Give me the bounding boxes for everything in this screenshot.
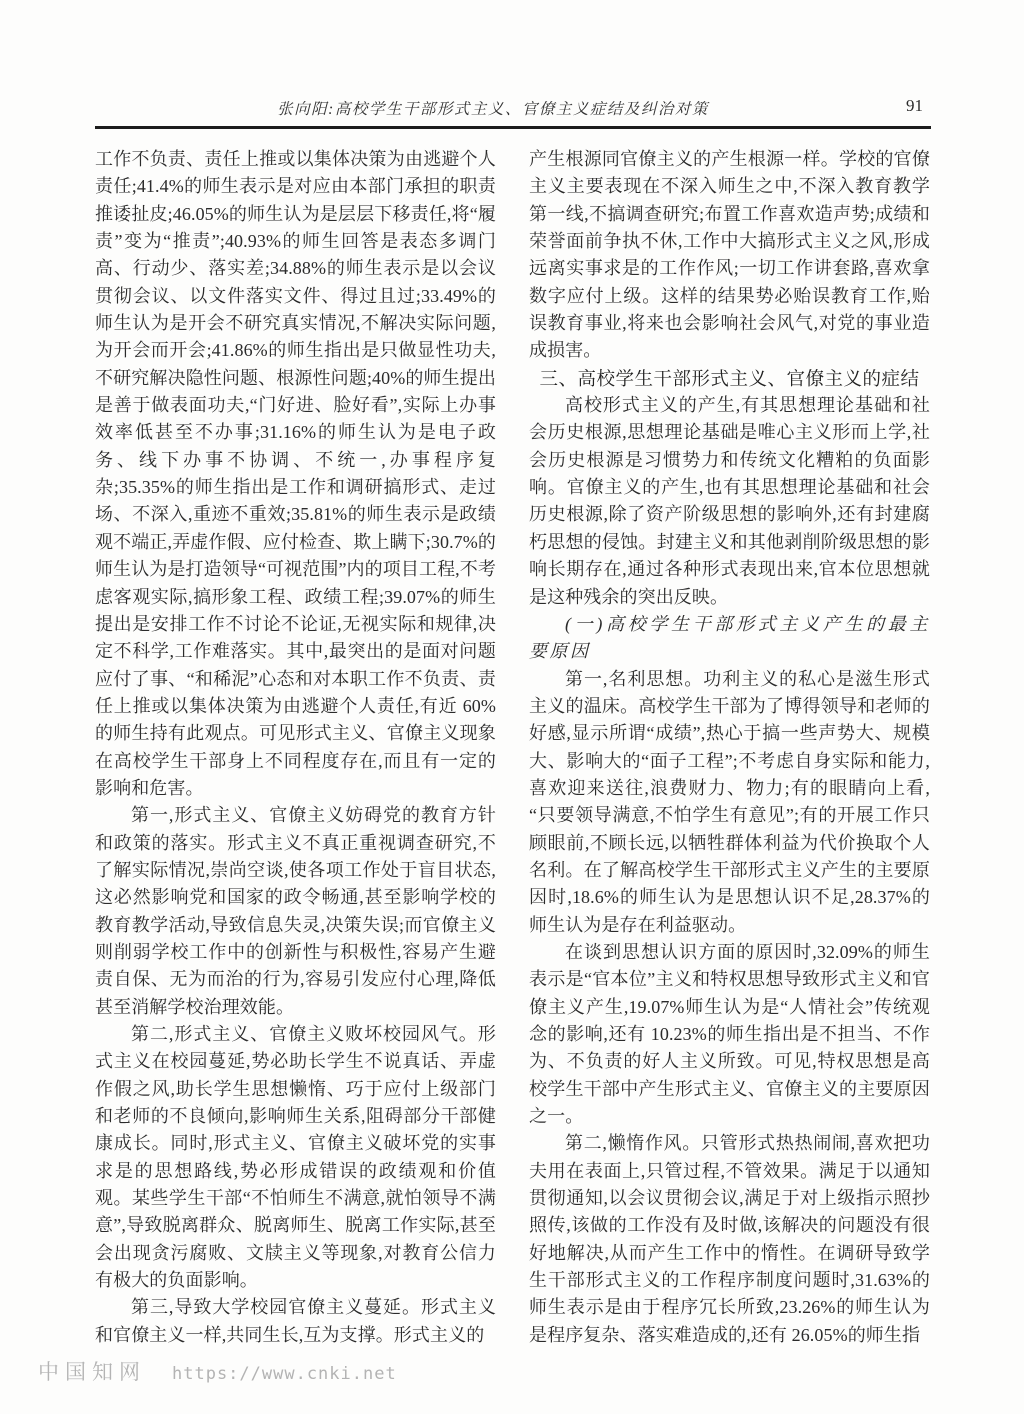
paragraph-continuation: 工作不负责、责任上推或以集体决策为由逃避个人责任;41.4%的师生表示是对应由本部门承担的职责推诿扯皮;46.05%的师生认为是层层下移责任,将“履责”变为“推责”;40.93%的师生回答是表态多调门高、行动少、落实差;34.88%的师生表示是以会议贯彻会议、以文件落实文件、得过且过;33.49%的师生认为是开会不研究真实情况,不解决实际问题,为开会而开会;41.86%的师生指出是只做显性功夫,不研究解决隐性问题、根源性问题;40%的师生提出是善于做表面功夫,“门好进、脸好看”,实际上办事效率低甚至不办事;31.16%的师生认为是电子政务、线下办事不协调、不统一,办事程序复杂;35.35%的师生指出是工作和调研搞形式、走过场、不深入,重迹不重效;35.81%的师生表示是政绩观不端正,弄虚作假、应付检查、欺上瞒下;30.7%的师生认为是打造领导“可视范围”内的项目工程,不考虑客观实际,搞形象工程、政绩工程;39.07%的师生提出是安排工作不讨论不论证,无视实际和规律,决定不科学,工作难落实。其中,最突出的是面对问题应付了事、“和稀泥”心态和对本职工作不负责、责任上推或以集体决策为由逃避个人责任,有近 60%的师生持有此观点。可见形式主义、官僚主义现象在高校学生干部身上不同程度存在,而且有一定的影响和危害。 — [95, 149, 496, 798]
paragraph-harm-second: 第二,形式主义、官僚主义败坏校园风气。形式主义在校园蔓延,势必助长学生不说真话、弄虚作假之风,助长学生思想懒惰、巧于应付上级部门和老师的不良倾向,影响师生关系,阻碍部分干部健康成长。同时,形式主义、官僚主义破坏党的实事求是的思想路线,势必形成错误的政绩观和价值观。某些学生干部“不怕师生不满意,就怕领导不满意”,导致脱离群众、脱离师生、脱离工作实际,甚至会出现贪污腐败、文牍主义等现象,对教育公信力有极大的负面影响。 — [95, 1024, 496, 1291]
paragraph-cause-survey: 在谈到思想认识方面的原因时,32.09%的师生表示是“官本位”主义和特权思想导致形式主义和官僚主义产生,19.07%师生认为是“人情社会”传统观念的影响,还有 10.23%的师生指出是不担当、不作为、不负责的好人主义所致。可见,特权思想是高校学生干部中产生形式主义、官僚主义的主要原因之一。 — [529, 941, 930, 1127]
right-column — [529, 146, 930, 1349]
paragraph-cause-first: 第一,名利思想。功利主义的私心是滋生形式主义的温床。高校学生干部为了博得领导和老师的好感,显示所谓“成绩”,热心于搞一些声势大、规模大、影响大的“面子工程”;不考虑自身实际和能力,喜欢迎来送往,浪费财力、物力;有的眼睛向上看,“只要领导满意,不怕学生有意见”;有的开展工作只顾眼前,不顾长远,以牺牲群体利益为代价换取个人名利。在了解高校学生干部形式主义产生的主要原因时,18.6%的师生认为是思想认识不足,28.37%的师生认为是存在利益驱动。 — [529, 668, 930, 935]
sub-heading-one: (一)高校学生干部形式主义产生的最主要原因 — [529, 613, 930, 662]
header-rule — [95, 126, 931, 129]
cnki-url: https://www.cnki.net — [172, 1364, 397, 1384]
paragraph-continuation: 产生根源同官僚主义的产生根源一样。学校的官僚主义主要表现在不深入师生之中,不深入教育教学第一线,不搞调查研究;布置工作喜欢造声势;成绩和荣誉面前争执不休,工作中大搞形式主义之风,形成远离实事求是的工作作风;一切工作讲套路,喜欢拿数字应付上级。这样的结果势必贻误教育工作,贻误教育事业,将来也会影响社会风气,对党的事业造成损害。 — [529, 149, 930, 361]
paragraph-harm-first: 第一,形式主义、官僚主义妨碍党的教育方针和政策的落实。形式主义不真正重视调查研究,不了解实际情况,崇尚空谈,使各项工作处于盲目状态,这必然影响党和国家的政令畅通,甚至影响学校的教育教学活动,导致信息失灵,决策失误;而官僚主义则削弱学校工作中的创新性与积极性,容易产生避责自保、无为而治的行为,容易引发应付心理,降低甚至消解学校治理效能。 — [95, 805, 496, 1017]
page-header — [95, 97, 931, 121]
paragraph-origins: 高校形式主义的产生,有其思想理论基础和社会历史根源,思想理论基础是唯心主义形而上学,社会历史根源是习惯势力和传统文化糟粕的负面影响。官僚主义的产生,也有其思想理论基础和社会历史根源,除了资产阶级思想的影响外,还有封建腐朽思想的侵蚀。封建主义和其他剥削阶级思想的影响长期存在,通过各种形式表现出来,官本位思想就是这种残余的突出反映。 — [529, 395, 930, 607]
running-title: 张向阳:高校学生干部形式主义、官僚主义症结及纠治对策 — [277, 101, 709, 118]
page-footer — [38, 1356, 397, 1386]
section-heading-three: 三、高校学生干部形式主义、官僚主义的症结 — [539, 367, 920, 389]
paragraph-cause-second: 第二,懒惰作风。只管形式热热闹闹,喜欢把功夫用在表面上,只管过程,不管效果。满足于以通知贯彻通知,以会议贯彻会议,满足于对上级指示照抄照传,该做的工作没有及时做,该解决的问题没有很好地解决,从而产生工作中的惰性。在调研导致学生干部形式主义的工作程序制度问题时,31.63%的师生表示是由于程序冗长所致,23.26%的师生认为是程序复杂、落实难造成的,还有 26.05%的师生指 — [529, 1133, 930, 1345]
left-column — [95, 146, 496, 1349]
cnki-watermark: 中国知网 — [38, 1360, 146, 1384]
page-number: 91 — [906, 96, 923, 115]
paragraph-harm-third: 第三,导致大学校园官僚主义蔓延。形式主义和官僚主义一样,共同生长,互为支撑。形式主义的 — [95, 1297, 496, 1345]
